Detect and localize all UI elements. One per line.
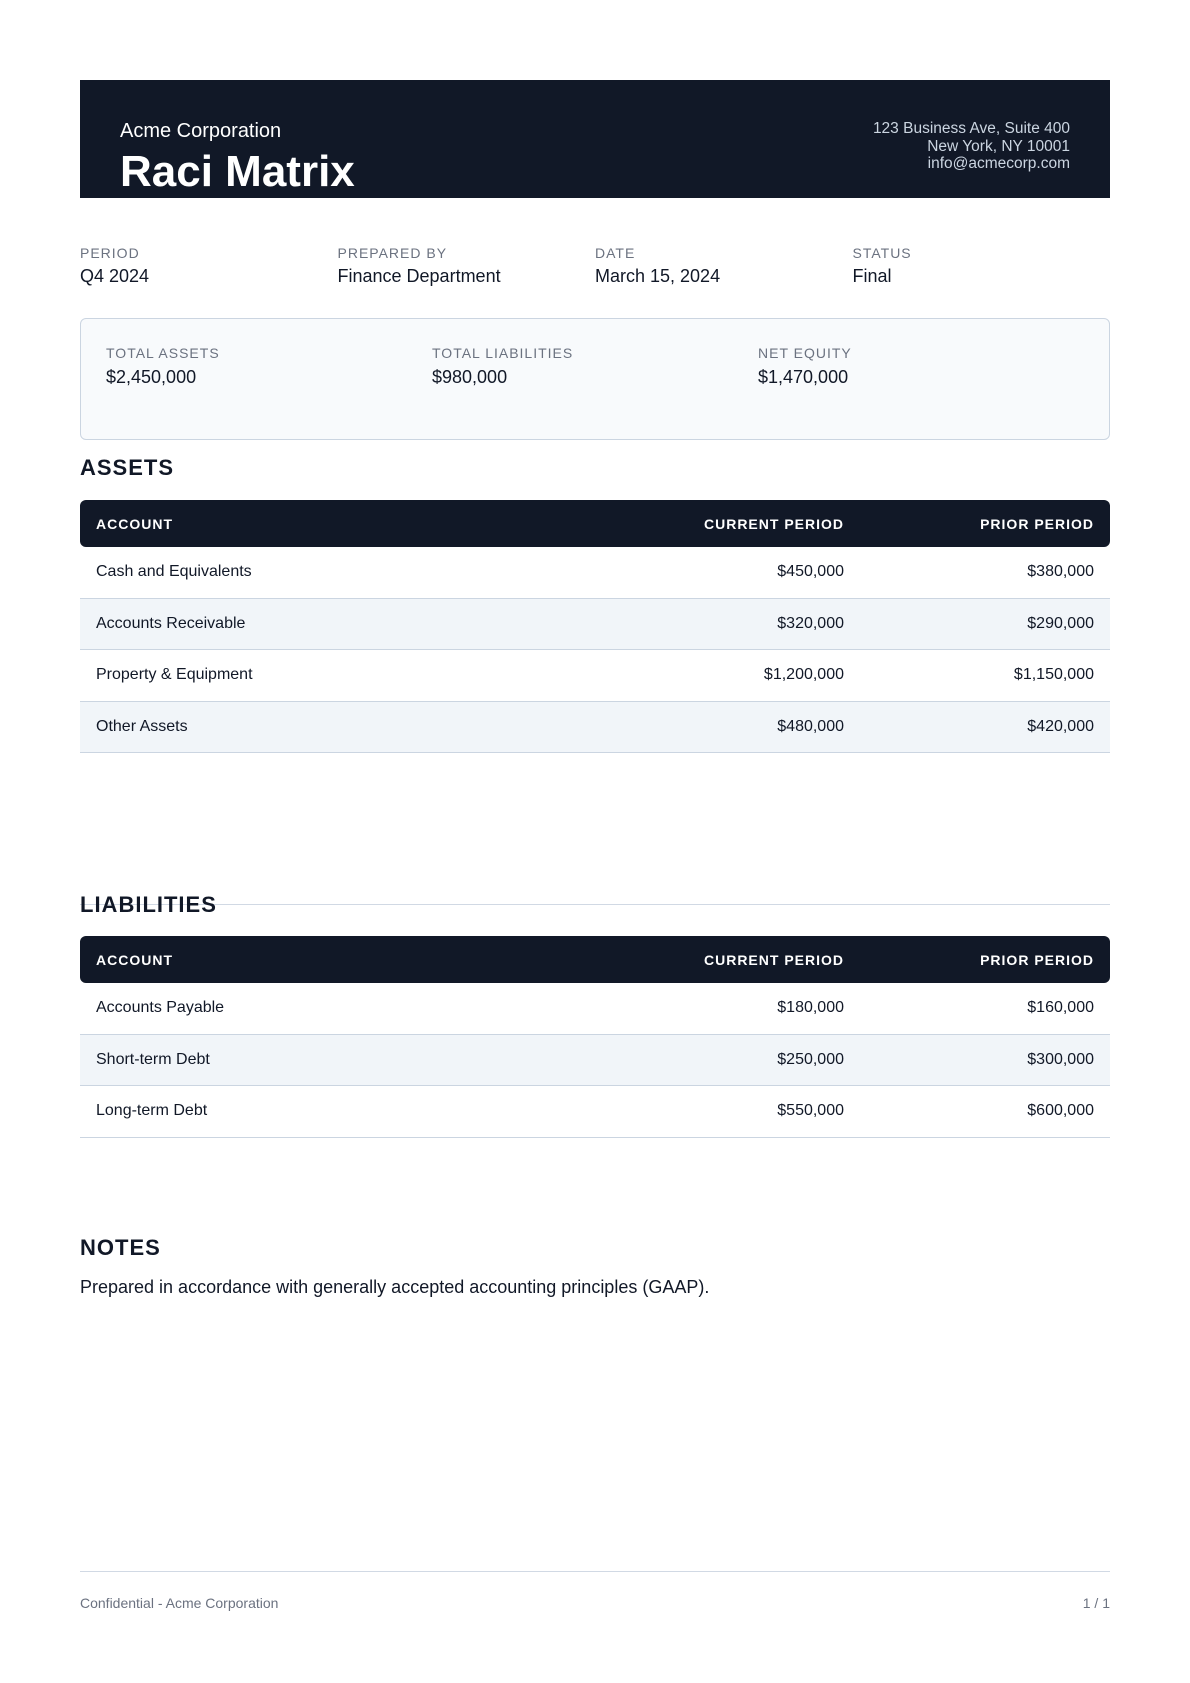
- footer-divider: [80, 1571, 1110, 1572]
- account-cell: Cash and Equivalents: [80, 547, 610, 599]
- assets-section-title: ASSETS: [80, 455, 175, 480]
- table-row: [80, 1086, 1110, 1138]
- meta-period: [80, 245, 338, 287]
- column-header-current-period: CURRENT PERIOD: [610, 500, 860, 547]
- current-period-cell: $450,000: [610, 547, 860, 599]
- summary-label: TOTAL LIABILITIES: [432, 345, 574, 361]
- summary-label: NET EQUITY: [758, 345, 852, 361]
- table-header-row: [80, 500, 1110, 547]
- liabilities-table: [80, 936, 1110, 1138]
- report-header: [80, 80, 1110, 198]
- prior-period-cell: $600,000: [860, 1086, 1110, 1138]
- summary-value: $1,470,000: [758, 367, 849, 387]
- column-header-account: ACCOUNT: [80, 500, 610, 547]
- meta-label: DATE: [595, 245, 636, 261]
- account-cell: Property & Equipment: [80, 650, 610, 702]
- assets-table: [80, 500, 1110, 753]
- table-row: [80, 983, 1110, 1035]
- document-page: [80, 80, 1110, 1611]
- summary-total-liabilities: [432, 345, 758, 413]
- prior-period-cell: $380,000: [860, 547, 1110, 599]
- summary-net-equity: [758, 345, 1084, 413]
- table-row: [80, 547, 1110, 599]
- page-number: 1 / 1: [1082, 1595, 1110, 1611]
- summary-total-assets: [106, 345, 432, 413]
- table-row: [80, 650, 1110, 702]
- report-meta: [80, 245, 1110, 287]
- section-divider: [80, 904, 1110, 905]
- meta-prepared-by: [338, 245, 596, 287]
- meta-label: PERIOD: [80, 245, 140, 261]
- current-period-cell: $250,000: [610, 1035, 860, 1087]
- account-cell: Other Assets: [80, 702, 610, 754]
- meta-value: Q4 2024: [80, 266, 150, 286]
- account-cell: Short-term Debt: [80, 1035, 610, 1087]
- meta-value: March 15, 2024: [595, 266, 721, 286]
- table-row: [80, 599, 1110, 651]
- column-header-current-period: CURRENT PERIOD: [610, 936, 860, 983]
- prior-period-cell: $420,000: [860, 702, 1110, 754]
- meta-value: Final: [852, 266, 892, 286]
- prior-period-cell: $1,150,000: [860, 650, 1110, 702]
- prior-period-cell: $300,000: [860, 1035, 1110, 1087]
- company-email: info@acmecorp.com: [927, 155, 1070, 172]
- current-period-cell: $180,000: [610, 983, 860, 1035]
- table-row: [80, 702, 1110, 754]
- address-line-1: 123 Business Ave, Suite 400: [872, 120, 1070, 137]
- company-name: Acme Corporation: [120, 120, 282, 142]
- current-period-cell: $1,200,000: [610, 650, 860, 702]
- table-header-row: [80, 936, 1110, 983]
- meta-label: STATUS: [852, 245, 912, 261]
- prior-period-cell: $160,000: [860, 983, 1110, 1035]
- summary-label: TOTAL ASSETS: [106, 345, 220, 361]
- notes-section-title: NOTES: [80, 1235, 161, 1260]
- prior-period-cell: $290,000: [860, 599, 1110, 651]
- meta-value: Finance Department: [337, 266, 501, 286]
- meta-label: PREPARED BY: [337, 245, 448, 261]
- column-header-prior-period: PRIOR PERIOD: [860, 500, 1110, 547]
- account-cell: Accounts Receivable: [80, 599, 610, 651]
- current-period-cell: $550,000: [610, 1086, 860, 1138]
- document-title: Raci Matrix: [120, 147, 355, 196]
- summary-value: $2,450,000: [106, 367, 197, 387]
- summary-card: [80, 318, 1110, 440]
- liabilities-section-title: LIABILITIES: [80, 892, 217, 917]
- current-period-cell: $320,000: [610, 599, 860, 651]
- address-line-2: New York, NY 10001: [927, 137, 1070, 155]
- current-period-cell: $480,000: [610, 702, 860, 754]
- meta-status: [853, 245, 1111, 287]
- summary-value: $980,000: [432, 367, 508, 387]
- company-address: [873, 120, 1070, 173]
- notes-text: Prepared in accordance with generally accepted accounting principles (GAAP).: [80, 1277, 710, 1297]
- table-row: [80, 1035, 1110, 1087]
- account-cell: Long-term Debt: [80, 1086, 610, 1138]
- footer-confidential: Confidential - Acme Corporation: [80, 1595, 279, 1611]
- account-cell: Accounts Payable: [80, 983, 610, 1035]
- column-header-account: ACCOUNT: [80, 936, 610, 983]
- column-header-prior-period: PRIOR PERIOD: [860, 936, 1110, 983]
- meta-date: [595, 245, 853, 287]
